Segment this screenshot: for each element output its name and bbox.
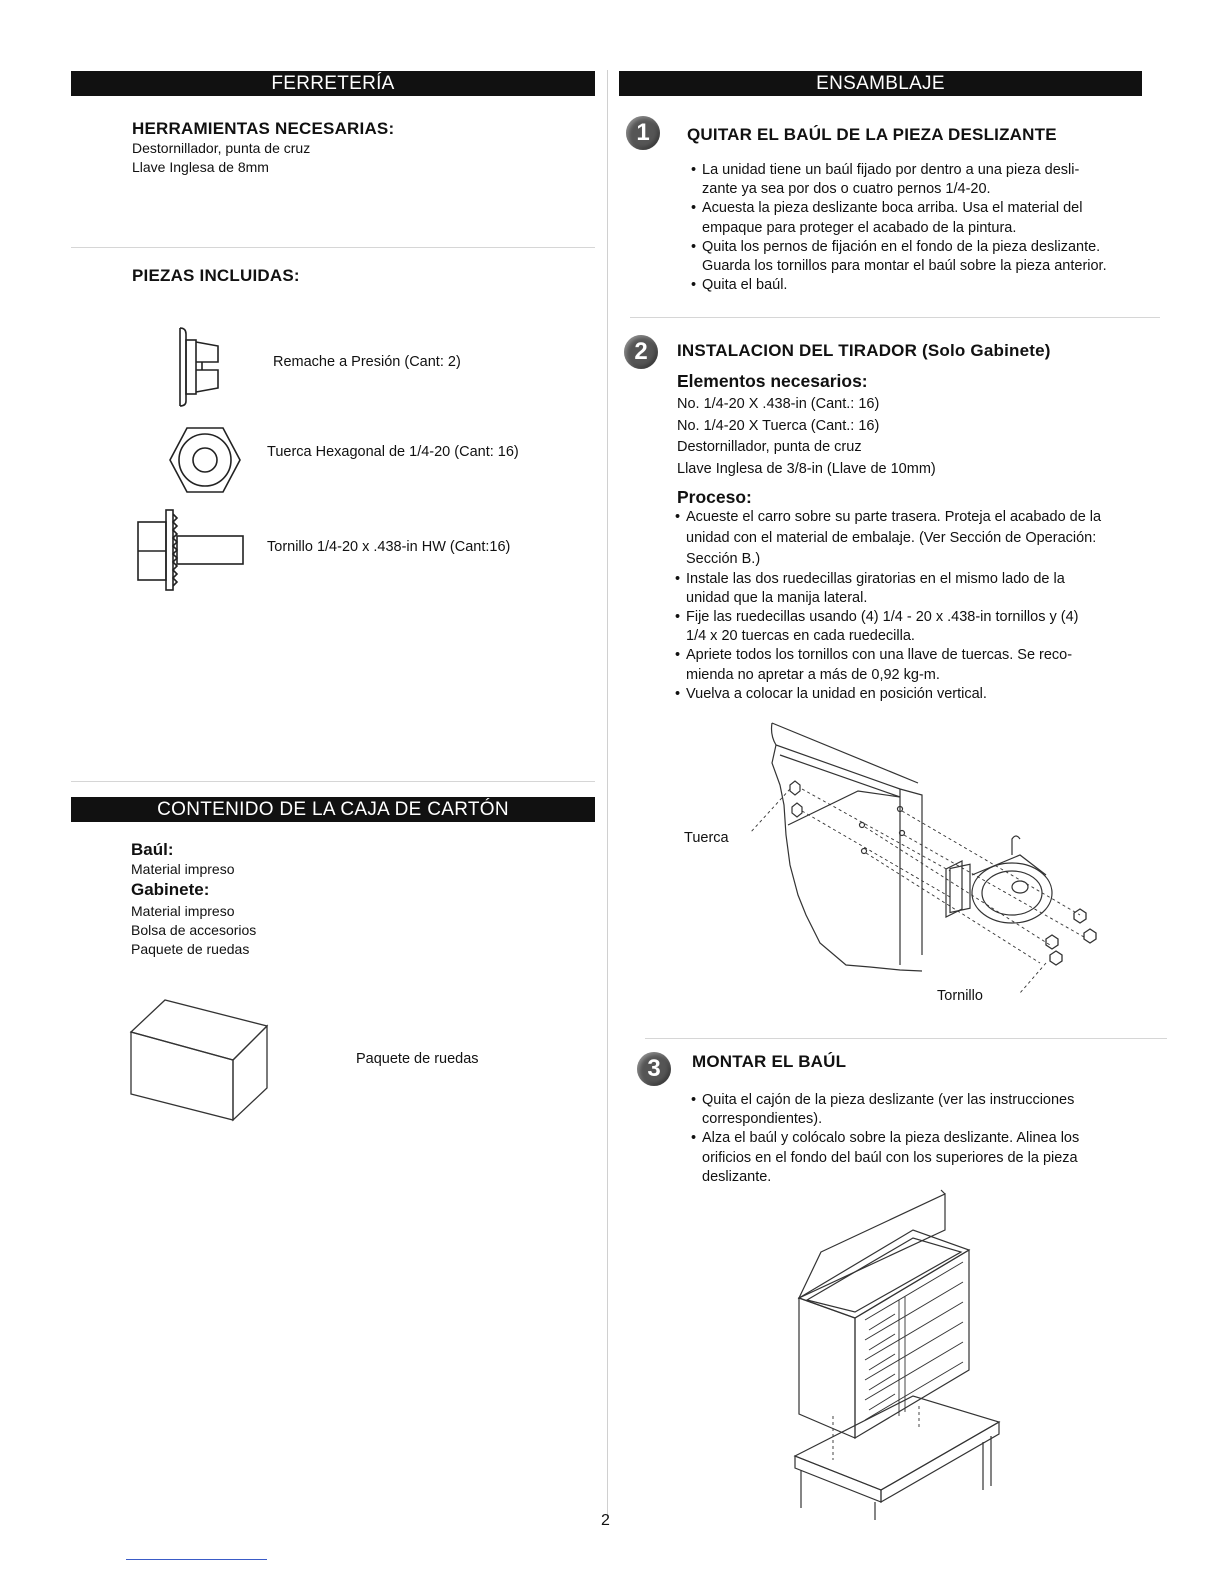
elements-list (677, 394, 936, 480)
chest-item: Material impreso (131, 861, 235, 877)
tools-item: Destornillador, punta de cruz (132, 140, 311, 156)
bolt-callout-label: Tornillo (937, 988, 983, 1004)
bolt-icon (136, 506, 246, 592)
hardware-header: FERRETERÍA (71, 71, 595, 96)
step-1-bullets (691, 161, 1107, 295)
tools-title: HERRAMIENTAS NECESARIAS: (132, 119, 395, 138)
list-item: • Acuesta la pieza deslizante boca arriba. Usa el material del empaque para proteger el acabado de la pintura. (691, 199, 1107, 237)
part-label: Remache a Presión (Cant: 2) (273, 354, 461, 370)
element-item: Llave Inglesa de 3/8-in (Llave de 10mm) (677, 460, 936, 477)
divider (71, 247, 595, 248)
page-number: 2 (601, 1512, 610, 1529)
element-item: Destornillador, punta de cruz (677, 439, 862, 455)
list-item: • Alza el baúl y colócalo sobre la pieza deslizante. Alinea los orificios en el fondo del baúl con los superiores de la pieza deslizante. (691, 1129, 1079, 1187)
caster-install-diagram (750, 715, 1090, 985)
list-item: • Instale las dos ruedecillas giratorias en el mismo lado de la unidad que la manija lateral. (675, 570, 1101, 608)
step-3-bullets (691, 1091, 1079, 1187)
chest-contents (131, 860, 234, 879)
part-label: Tornillo 1/4-20 x .438-in HW (Cant:16) (267, 539, 511, 555)
tools-list (132, 139, 310, 177)
element-item: No. 1/4-20 X Tuerca (Cant.: 16) (677, 417, 880, 434)
push-rivet-icon (172, 326, 232, 406)
step-1-number-icon: 1 (626, 116, 660, 150)
list-item: • Quita el baúl. (691, 276, 1107, 295)
process-title: Proceso: (677, 487, 752, 507)
footer-link-line (126, 1559, 267, 1560)
step-1-title: QUITAR EL BAÚL DE LA PIEZA DESLIZANTE (687, 125, 1057, 144)
list-item: • Fije las ruedecillas usando (4) 1/4 - 20 x .438-in tornillos y (4) 1/4 x 20 tuercas en cada ruedecilla. (675, 608, 1101, 646)
list-item: • Apriete todos los tornillos con una llave de tuercas. Se reco- mienda no apretar a más de 0,92 kg-m. (675, 646, 1101, 684)
chest-mount-illustration (785, 1190, 1015, 1520)
part-label: Tuerca Hexagonal de 1/4-20 (Cant: 16) (267, 444, 519, 460)
cabinet-title: Gabinete: (131, 880, 210, 899)
list-item: • Quita los pernos de fijación en el fondo de la pieza deslizante. Guarda los tornillos para montar el baúl sobre la pieza anterior. (691, 238, 1107, 276)
chest-title: Baúl: (131, 840, 174, 859)
cabinet-item: Bolsa de accesorios (131, 922, 257, 938)
list-item: • Quita el cajón de la pieza deslizante (ver las instrucciones correspondientes). (691, 1091, 1079, 1129)
step-2-title: INSTALACION DEL TIRADOR (Solo Gabinete) (677, 341, 1051, 360)
list-item: • La unidad tiene un baúl fijado por dentro a una pieza desli- zante ya sea por dos o cuatro pernos 1/4-20. (691, 161, 1107, 199)
caster-box-illustration (129, 998, 269, 1122)
cabinet-item: Material impreso (131, 903, 235, 919)
divider (630, 317, 1160, 318)
cabinet-item: Paquete de ruedas (131, 941, 250, 957)
hex-nut-icon (169, 426, 241, 494)
step-2-number-icon: 2 (624, 335, 658, 369)
divider (645, 1038, 1167, 1039)
tools-item: Llave Inglesa de 8mm (132, 159, 269, 175)
parts-title: PIEZAS INCLUIDAS: (132, 266, 300, 285)
divider (71, 781, 595, 782)
elements-title: Elementos necesarios: (677, 371, 868, 391)
step-3-number-icon: 3 (637, 1052, 671, 1086)
cabinet-contents (131, 902, 256, 959)
element-item: No. 1/4-20 X .438-in (Cant.: 16) (677, 396, 880, 412)
list-item: • Vuelva a colocar la unidad en posición vertical. (675, 685, 1101, 704)
step-2-bullets (675, 508, 1101, 704)
carton-header: CONTENIDO DE LA CAJA DE CARTÓN (71, 797, 595, 822)
assembly-header: ENSAMBLAJE (619, 71, 1142, 96)
step-3-title: MONTAR EL BAÚL (692, 1052, 847, 1071)
box-label: Paquete de ruedas (356, 1051, 479, 1067)
list-item: • Acueste el carro sobre su parte trasera. Proteja el acabado de la unidad con el material de embalaje. (Ver Sección de Operación: Sección B.) (675, 508, 1101, 570)
nut-callout-label: Tuerca (684, 830, 729, 846)
column-divider (607, 70, 608, 1520)
